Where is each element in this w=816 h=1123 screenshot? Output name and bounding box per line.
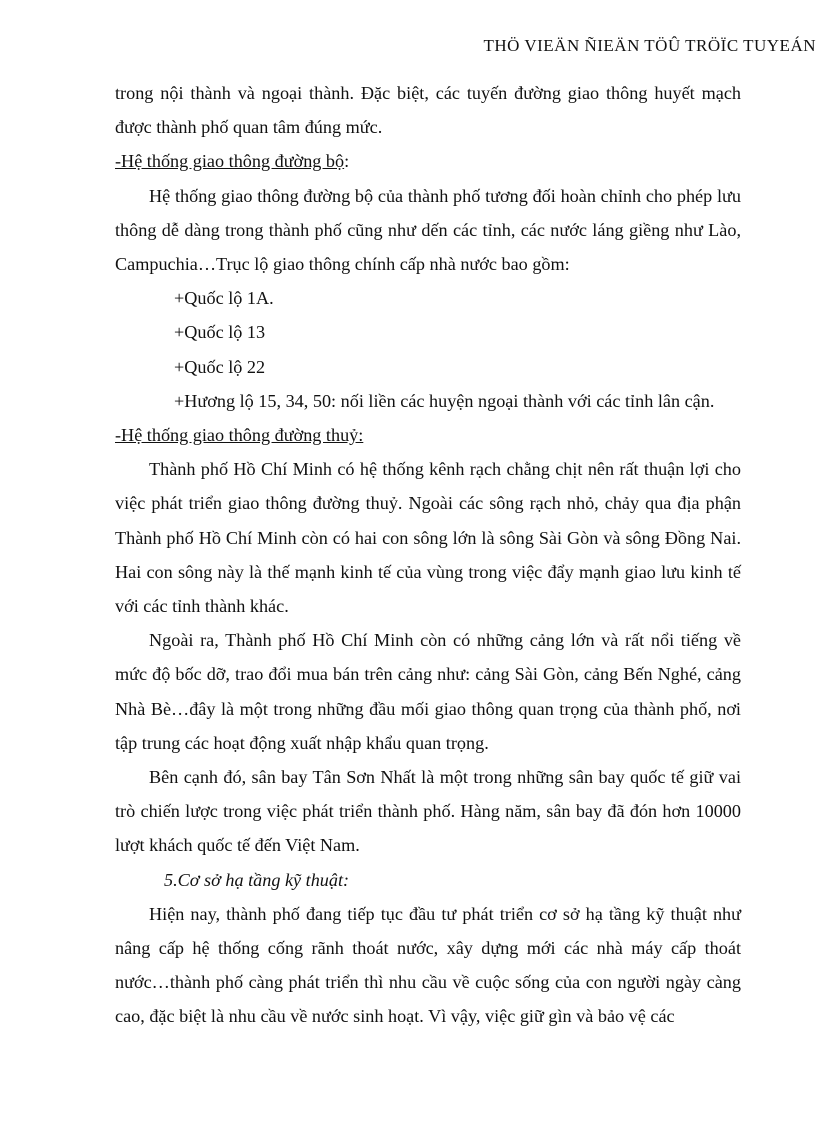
heading-road-text: -Hệ thống giao thông đường bộ — [115, 151, 345, 172]
road-item: +Hương lộ 15, 34, 50: nối liền các huyện ngoại thành với các tỉnh lân cận. — [174, 390, 715, 411]
heading-water-system — [115, 418, 741, 452]
paragraph-road: Hệ thống giao thông đường bộ của thành phố tương đối hoàn chỉnh cho phép lưu thông dễ dàng trong thành phố cũng như dến các tỉnh, các nước láng giềng như Lào, Campuchia…Trục lộ giao thông chính cấp nhà nước bao gồm: — [115, 185, 741, 275]
paragraph-water-1: Thành phố Hồ Chí Minh có hệ thống kênh rạch chằng chịt nên rất thuận lợi cho việc phát triển giao thông đường thuỷ. Ngoài các sông rạch nhỏ, chảy qua địa phận Thành phố Hồ Chí Minh còn có hai con sông lớn là sông Sài Gòn và sông Đồng Nai. Hai con sông này là thế mạnh kinh tế của vùng trong việc đẩy mạnh giao lưu kinh tế với các tỉnh thành khác. — [115, 459, 741, 617]
paragraph-intro: trong nội thành và ngoại thành. Đặc biệt, các tuyến đường giao thông huyết mạch được thành phố quan tâm đúng mức. — [115, 83, 741, 138]
road-item: +Quốc lộ 22 — [174, 356, 266, 377]
document-body — [115, 76, 741, 1034]
paragraph-water-2: Ngoài ra, Thành phố Hồ Chí Minh còn có những cảng lớn và rất nổi tiếng về mức độ bốc dỡ, trao đổi mua bán trên cảng như: cảng Sài Gòn, cảng Bến Nghé, cảng Nhà Bè…đây là một trong những đầu mối giao thông quan trọng của thành phố, nơi tập trung các hoạt động xuất nhập khẩu quan trọng. — [115, 630, 741, 753]
road-item: +Quốc lộ 13 — [174, 322, 266, 343]
road-item: +Quốc lộ 1A. — [174, 288, 274, 309]
paragraph-infrastructure: Hiện nay, thành phố đang tiếp tục đầu tư phát triển cơ sở hạ tầng kỹ thuật như nâng cấp hệ thống cống rãnh thoát nước, xây dựng mới các nhà máy cấp thoát nước…thành phố càng phát triển thì nhu cầu về cuộc sống của con người ngày càng cao, đặc biệt là nhu cầu về nước sinh hoạt. Vì vậy, việc giữ gìn và bảo vệ các — [115, 903, 741, 1027]
page-header: THÖ VIEÄN ÑIEÄN TÖÛ TRÖÏC TUYEÁN — [483, 36, 816, 55]
heading-infrastructure: 5.Cơ sở hạ tầng kỹ thuật: — [164, 869, 350, 890]
paragraph-air: Bên cạnh đó, sân bay Tân Sơn Nhất là một trong những sân bay quốc tế giữ vai trò chiến lược trong việc phát triển thành phố. Hàng năm, sân bay đã đón hơn 10000 lượt khách quốc tế đến Việt Nam. — [115, 767, 741, 856]
heading-water-text: -Hệ thống giao thông đường thuỷ: — [115, 425, 364, 446]
heading-road-colon: : — [344, 151, 350, 172]
heading-road-system — [115, 144, 741, 178]
